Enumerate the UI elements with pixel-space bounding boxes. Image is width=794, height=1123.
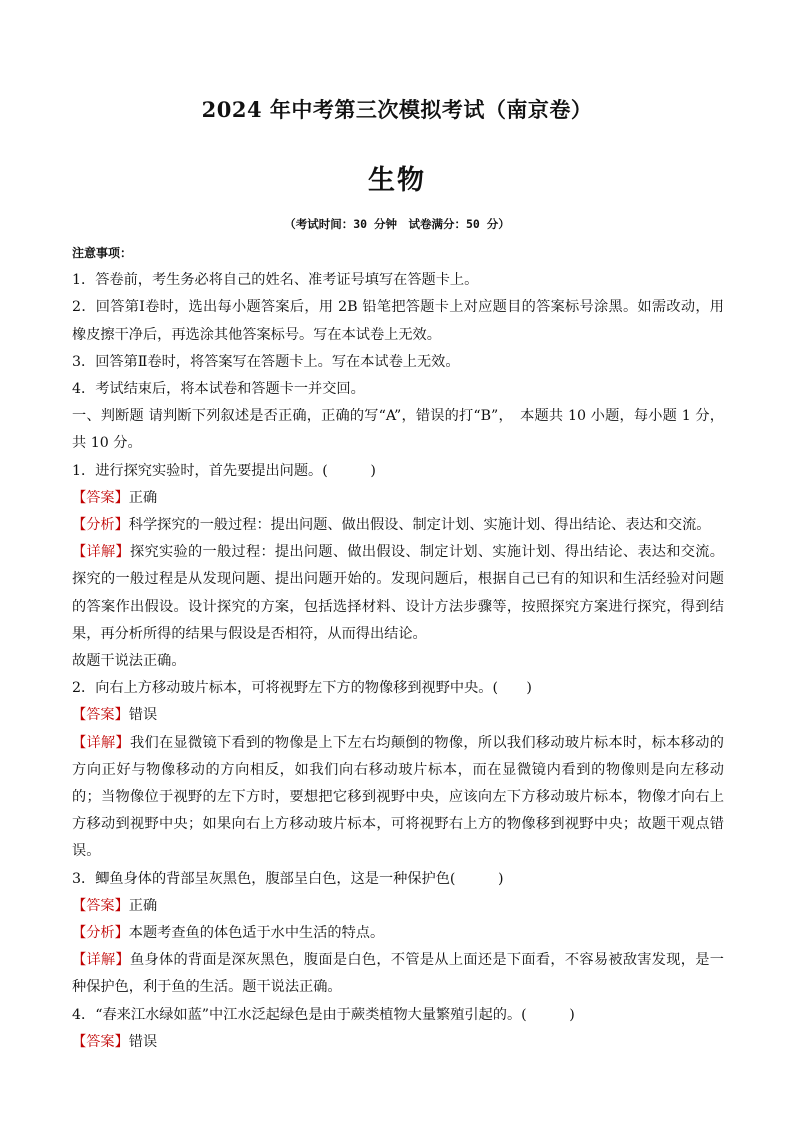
question-stem: 4．“春来江水绿如蓝”中江水泛起绿色是由于蕨类植物大量繁殖引起的。( ) — [72, 1006, 575, 1023]
detail-line — [72, 947, 724, 1001]
question-stem: 2．向右上方移动玻片标本，可将视野左下方的物像移到视野中央。( ) — [72, 680, 532, 697]
analysis-line — [72, 920, 724, 947]
answer-value: 错误 — [128, 1033, 158, 1050]
conclusion-line: 故题干说法正确。 — [72, 653, 186, 670]
answer-value: 正确 — [128, 489, 158, 506]
note-item: 1．答卷前，考生务必将自己的姓名、准考证号填写在答题卡上。 — [72, 272, 479, 289]
exam-info: （考试时间：30 分钟 试卷满分：50 分） — [284, 217, 510, 231]
analysis-line — [72, 512, 724, 539]
exam-title: 2024 年中考第三次模拟考试（南京卷） — [201, 97, 593, 122]
answer-tag: 【答案】 — [72, 707, 129, 724]
analysis-tag: 【分析】 — [72, 517, 129, 534]
detail-text: 我们在显微镜下看到的物像是上下左右均颠倒的物像，所以我们移动玻片标本时，标本移动的方向正好与物像移动的方向相反，如我们向右移动玻片标本，而在显微镜内看到的物像则是向左移动的；当物像位于视野的左下方时，要想把它移到视野中央，应该向左下方移动玻片标本，物像才向右上方移动到视野中央；如果向右上方移动玻片标本，可将视野右上方的物像移到视野中央；故题干观点错误。 — [72, 734, 724, 860]
detail-text: 探究实验的一般过程：提出问题、做出假设、制定计划、实施计划、得出结论、表达和交流。探究的一般过程是从发现问题、提出问题开始的。发现问题后，根据自己已有的知识和生活经验对问题的答案作出假设。设计探究的方案，包括选择材料、设计方法步骤等，按照探究方案进行探究，得到结果，再分析所得的结果与假设是否相符，从而得出结论。 — [72, 544, 724, 642]
question-stem: 1．进行探究实验时，首先要提出问题。( ) — [72, 462, 376, 479]
answer-line — [72, 893, 724, 920]
subject-title: 生物 — [368, 165, 426, 196]
detail-text: 鱼身体的背面是深灰黑色，腹面是白色，不管是从上面还是下面看，不容易被敌害发现，是一种保护色，利于鱼的生活。题干说法正确。 — [72, 952, 724, 996]
answer-tag: 【答案】 — [72, 489, 129, 506]
detail-line — [72, 730, 724, 866]
detail-tag: 【详解】 — [72, 952, 130, 969]
detail-tag: 【详解】 — [72, 734, 130, 751]
section-heading: 一、判断题 请判断下列叙述是否正确，正确的写“A”，错误的打“B”， 本题共 10 小题，每小题 1 分，共 10 分。 — [72, 408, 724, 452]
answer-line — [72, 485, 724, 512]
answer-line — [72, 702, 724, 729]
note-item: 3．回答第Ⅱ卷时，将答案写在答题卡上。写在本试卷上无效。 — [72, 353, 460, 370]
detail-line — [72, 539, 724, 648]
note-item: 4．考试结束后，将本试卷和答题卡一并交回。 — [72, 381, 365, 398]
note-item: 2．回答第Ⅰ卷时，选出每小题答案后，用 2B 铅笔把答题卡上对应题目的答案标号涂黑。如需改动，用橡皮擦干净后，再选涂其他答案标号。写在本试卷上无效。 — [72, 299, 724, 343]
analysis-tag: 【分析】 — [72, 925, 129, 942]
answer-value: 正确 — [128, 897, 158, 914]
analysis-text: 本题考查鱼的体色适于水中生活的特点。 — [128, 925, 385, 942]
detail-tag: 【详解】 — [72, 544, 130, 561]
question-stem: 3．鲫鱼身体的背部呈灰黑色，腹部呈白色，这是一种保护色( ) — [72, 870, 504, 887]
answer-tag: 【答案】 — [72, 1033, 129, 1050]
answer-tag: 【答案】 — [72, 897, 129, 914]
answer-line — [72, 1029, 724, 1056]
exam-body — [72, 240, 724, 1056]
answer-value: 错误 — [128, 707, 158, 724]
notes-heading: 注意事项： — [72, 246, 133, 260]
analysis-text: 科学探究的一般过程：提出问题、做出假设、制定计划、实施计划、得出结论、表达和交流。 — [128, 517, 711, 534]
